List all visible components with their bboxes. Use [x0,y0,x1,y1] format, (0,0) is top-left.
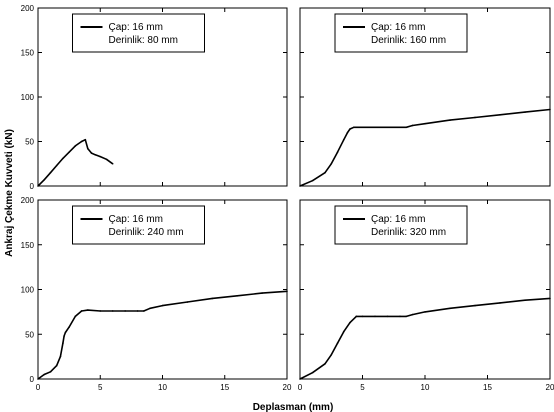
legend-box [73,206,205,244]
data-point [330,354,332,356]
legend-depth-label: Derinlik: 240 mm [108,227,184,238]
data-point [62,342,64,344]
data-point [353,126,355,128]
x-tick-label: 5 [98,383,103,392]
data-point [387,126,389,128]
data-point [50,172,52,174]
data-point [374,126,376,128]
legend [73,206,205,244]
x-tick-label: 15 [483,383,492,392]
data-point [299,185,301,187]
data-point [474,305,476,307]
x-tick-label: 5 [360,383,365,392]
x-tick-label: 0 [297,383,303,392]
data-point [449,119,451,121]
data-point [149,307,151,309]
data-point [337,151,339,153]
data-point [349,322,351,324]
y-tick-label: 0 [29,182,34,191]
data-point [499,114,501,116]
data-point [99,156,101,158]
data-point [355,316,357,318]
data-point [362,126,364,128]
x-axis-label: Deplasman (mm) [252,402,334,412]
data-point [99,310,101,312]
data-point [449,307,451,309]
legend-depth-label: Derinlik: 320 mm [371,227,447,238]
x-tick-label: 20 [545,383,554,392]
legend [73,14,205,52]
y-tick-label: 150 [20,240,34,250]
data-point [50,371,52,373]
data-point [236,295,238,297]
data-point [347,132,349,134]
data-point [424,123,426,125]
y-tick-label: 50 [25,137,34,147]
data-point [187,301,189,303]
legend-diameter-label: Çap: 16 mm [108,22,163,33]
legend-diameter-label: Çap: 16 mm [371,214,426,225]
data-point [312,372,314,374]
data-point [343,139,345,141]
data-point [549,298,551,300]
data-point [75,145,77,147]
legend-box [335,14,467,52]
data-point [106,159,108,161]
data-point [524,299,526,301]
data-point [349,128,351,130]
y-tick-label: 150 [20,48,34,58]
data-point [124,310,126,312]
legend-box [73,14,205,52]
data-point [56,165,58,167]
data-point [549,109,551,111]
y-tick-label: 200 [20,196,34,205]
data-point [81,310,83,312]
y-tick-label: 100 [20,93,34,102]
data-point [56,365,58,367]
data-point [37,185,39,187]
data-point [374,316,376,318]
data-point [362,316,364,318]
data-point [87,148,89,150]
data-point [43,374,45,376]
data-point [87,309,89,311]
data-point [524,111,526,113]
data-point [112,163,114,165]
data-point [85,139,87,141]
data-point [399,316,401,318]
legend [335,206,467,244]
x-tick-label: 15 [220,383,230,392]
data-point [330,163,332,165]
y-axis-label: Ankraj Çekme Kuvveti (kN) [4,129,15,257]
data-point [94,154,96,156]
data-point [424,311,426,313]
data-point [412,314,414,316]
y-tick-label: 100 [20,285,34,295]
legend-box [335,206,467,244]
data-point [286,290,288,292]
data-point [337,342,339,344]
data-point [62,158,64,160]
legend-depth-label: Derinlik: 80 mm [108,35,178,46]
legend [335,14,467,52]
legend-diameter-label: Çap: 16 mm [108,214,163,225]
data-point [81,141,83,143]
data-point [137,310,139,312]
data-point [399,126,401,128]
y-tick-label: 50 [25,330,34,340]
legend-depth-label: Derinlik: 160 mm [371,35,447,46]
data-point [162,305,164,307]
x-tick-label: 10 [158,383,167,392]
data-point [261,292,263,294]
data-point [405,316,407,318]
data-point [387,316,389,318]
data-point [63,335,65,337]
x-tick-label: 10 [420,383,430,392]
data-point [499,302,501,304]
data-point [405,126,407,128]
data-point [212,298,214,300]
data-point [412,125,414,127]
x-tick-label: 20 [282,383,292,392]
y-tick-label: 200 [20,4,34,13]
x-tick-label: 0 [35,383,41,392]
data-point [143,310,145,312]
data-point [324,172,326,174]
data-point [91,152,93,154]
data-point [324,363,326,365]
legend-diameter-label: Çap: 16 mm [371,22,426,33]
data-point [65,332,67,334]
y-tick-label: 0 [29,375,34,384]
data-point [43,179,45,181]
data-point [343,331,345,333]
data-point [60,356,62,358]
data-point [312,180,314,182]
data-point [75,316,77,318]
data-point [299,378,301,380]
data-point [68,151,70,153]
data-point [112,310,114,312]
data-point [474,117,476,119]
data-point [68,326,70,328]
data-point [37,378,39,380]
